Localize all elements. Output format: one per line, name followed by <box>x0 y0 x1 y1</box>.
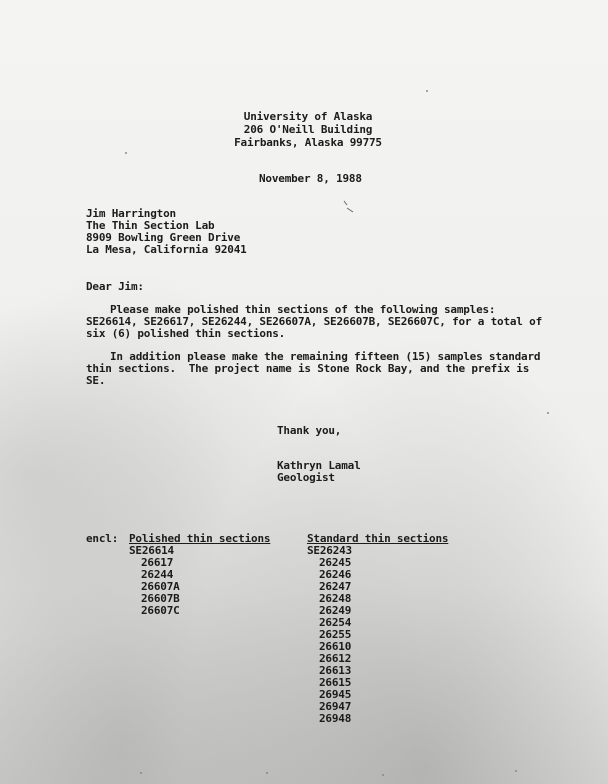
body-paragraph-1-line-1: Please make polished thin sections of the following samples: <box>110 303 496 316</box>
polished-sections-header: Polished thin sections <box>129 532 271 545</box>
enclosure-label: encl: <box>86 532 119 545</box>
scan-speck <box>426 90 428 92</box>
polished-sample: 26607A <box>141 580 180 593</box>
standard-sample: 26615 <box>319 676 352 689</box>
standard-sample: 26246 <box>319 568 352 581</box>
scan-speck <box>140 772 142 774</box>
polished-sample: 26244 <box>141 568 174 581</box>
scan-speck <box>515 770 517 772</box>
body-paragraph-1-line-3: six (6) polished thin sections. <box>86 327 286 340</box>
letterhead-city: Fairbanks, Alaska 99775 <box>234 136 382 149</box>
polished-sample: 26607C <box>141 604 180 617</box>
scan-speck <box>382 774 384 776</box>
salutation: Dear Jim: <box>86 280 144 293</box>
signature-name: Kathryn Lamal <box>277 459 361 472</box>
standard-sample: 26255 <box>319 628 352 641</box>
scan-speck <box>125 152 127 154</box>
body-paragraph-1-line-2: SE26614, SE26617, SE26244, SE26607A, SE26607B, SE26607C, for a total of <box>86 315 543 328</box>
recipient-company: The Thin Section Lab <box>86 219 215 232</box>
letterhead-institution: University of Alaska <box>243 110 373 123</box>
standard-sample: 26612 <box>319 652 352 665</box>
standard-sample: 26613 <box>319 664 352 677</box>
recipient-name: Jim Harrington <box>86 207 176 220</box>
standard-sample: 26254 <box>319 616 352 629</box>
standard-sample: 26947 <box>319 700 352 713</box>
scan-speck <box>266 772 268 774</box>
letter-date: November 8, 1988 <box>259 172 362 185</box>
standard-sample: 26610 <box>319 640 352 653</box>
pen-mark <box>343 200 357 214</box>
polished-sample: 26617 <box>141 556 174 569</box>
body-paragraph-2-line-2: thin sections. The project name is Stone Rock Bay, and the prefix is <box>86 362 530 375</box>
body-paragraph-2-line-1: In addition please make the remaining fifteen (15) samples standard <box>110 350 541 363</box>
polished-sample: 26607B <box>141 592 180 605</box>
standard-sample: SE26243 <box>307 544 352 557</box>
letterhead-building: 206 O'Neill Building <box>243 123 373 136</box>
signature-title: Geologist <box>277 471 335 484</box>
standard-sample: 26245 <box>319 556 352 569</box>
standard-sample: 26948 <box>319 712 352 725</box>
recipient-street: 8909 Bowling Green Drive <box>86 231 241 244</box>
closing: Thank you, <box>277 424 342 437</box>
standard-sample: 26945 <box>319 688 352 701</box>
standard-sample: 26247 <box>319 580 352 593</box>
scan-speck <box>547 412 549 414</box>
standard-sample: 26248 <box>319 592 352 605</box>
standard-sample: 26249 <box>319 604 352 617</box>
polished-sample: SE26614 <box>129 544 174 557</box>
recipient-city: La Mesa, California 92041 <box>86 243 247 256</box>
standard-sections-header: Standard thin sections <box>307 532 449 545</box>
body-paragraph-2-line-3: SE. <box>86 374 106 387</box>
